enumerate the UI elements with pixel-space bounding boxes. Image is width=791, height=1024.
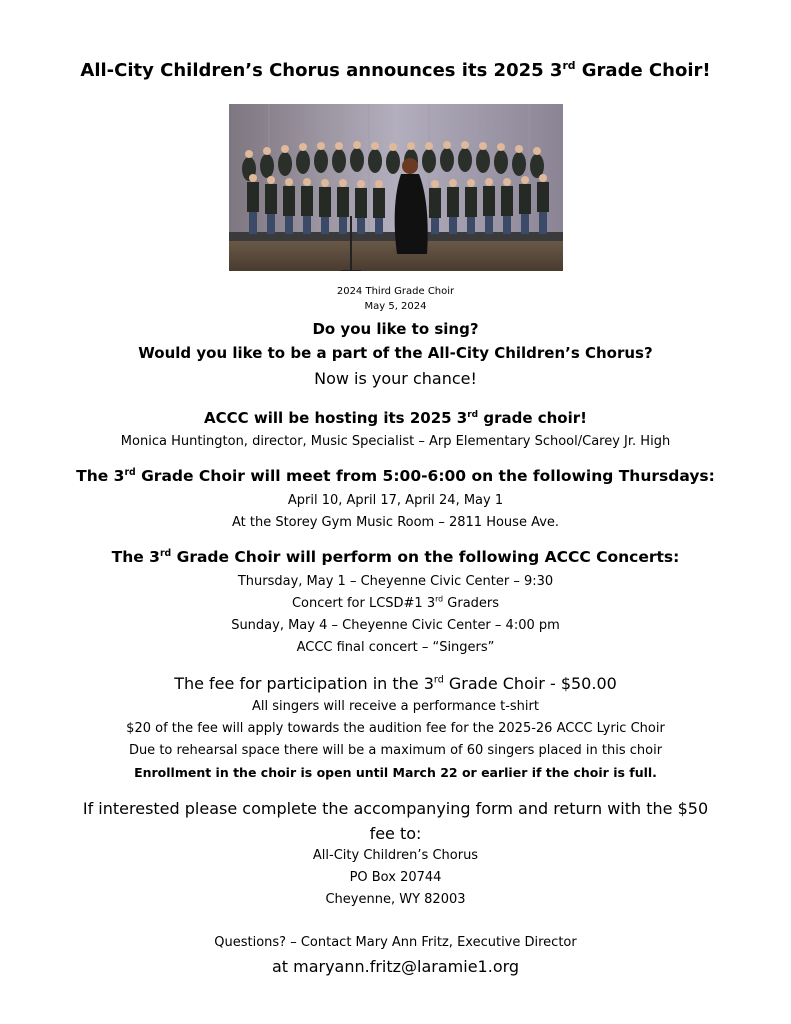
meet-location: At the Storey Gym Music Room – 2811 House Ave. xyxy=(231,515,560,530)
intro-question-sing: Do you like to sing? xyxy=(312,320,479,338)
intro-chance: Now is your chance! xyxy=(314,369,477,388)
contact-line: Questions? – Contact Mary Ann Fritz, Executive Director xyxy=(214,935,577,950)
contact-email[interactable]: at maryann.fritz@laramie1.org xyxy=(271,957,520,976)
address-name: All-City Children’s Chorus xyxy=(312,848,479,863)
concert-1-detail: Concert for LCSD#1 3rd Graders xyxy=(291,594,500,611)
meet-heading: The 3rd Grade Choir will meet from 5:00-6:00 on the following Thursdays: xyxy=(76,466,715,485)
address-city: Cheyenne, WY 82003 xyxy=(325,892,466,907)
address-po-box: PO Box 20744 xyxy=(349,870,442,885)
fee-max-singers: Due to rehearsal space there will be a maximum of 60 singers placed in this choir xyxy=(128,743,663,758)
perform-heading: The 3rd Grade Choir will perform on the following ACCC Concerts: xyxy=(111,547,680,566)
director-line: Monica Huntington, director, Music Specialist – Arp Elementary School/Carey Jr. High xyxy=(120,434,671,449)
photo-caption-date: May 5, 2024 xyxy=(364,301,427,312)
meet-dates: April 10, April 17, April 24, May 1 xyxy=(287,493,504,508)
fee-audition: $20 of the fee will apply towards the audition fee for the 2025-26 ACCC Lyric Choir xyxy=(126,721,665,736)
concert-2: Sunday, May 4 – Cheyenne Civic Center – 4:00 pm xyxy=(231,618,560,633)
photo-caption-title: 2024 Third Grade Choir xyxy=(336,286,455,297)
form-instructions-cont: fee to: xyxy=(369,824,422,843)
choir-photo xyxy=(229,104,563,271)
fee-heading: The fee for participation in the 3rd Grade Choir - $50.00 xyxy=(174,674,617,693)
hosting-heading: ACCC will be hosting its 2025 3rd grade choir! xyxy=(204,409,587,427)
intro-question-chorus: Would you like to be a part of the All-City Children’s Chorus? xyxy=(138,344,653,362)
concert-1: Thursday, May 1 – Cheyenne Civic Center – 9:30 xyxy=(237,574,554,589)
concert-2-detail: ACCC final concert – “Singers” xyxy=(296,640,495,655)
fee-tshirt: All singers will receive a performance t-shirt xyxy=(252,699,539,714)
fee-enrollment: Enrollment in the choir is open until March 22 or earlier if the choir is full. xyxy=(134,765,657,780)
form-instructions: If interested please complete the accompanying form and return with the $50 xyxy=(82,799,709,818)
page-title: All-City Children’s Chorus announces its 2025 3rd Grade Choir! xyxy=(80,59,711,81)
